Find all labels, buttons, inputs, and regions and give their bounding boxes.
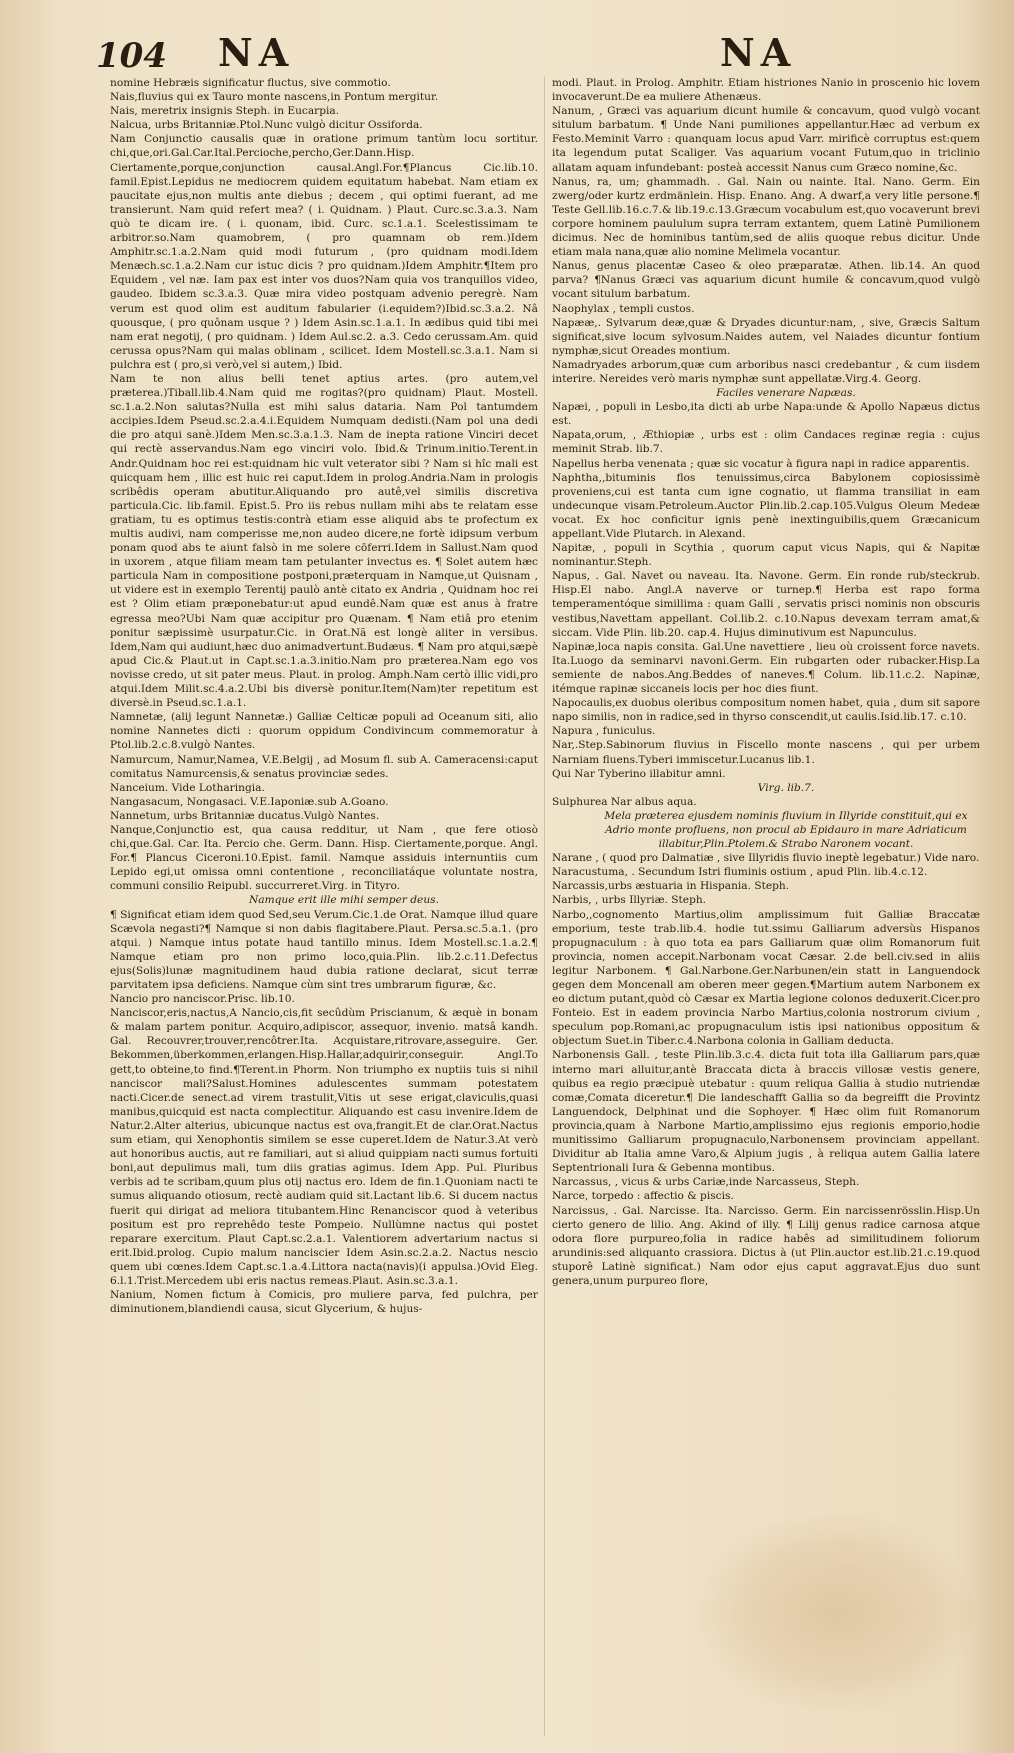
entry: Qui Nar Tyberino illabitur amni. (552, 767, 726, 780)
verse-quote: Virg. lib.7. (757, 781, 815, 794)
entry: Napellus herba venenata ; quæ sic vocatur à figura napi in radice apparentis. (552, 457, 970, 470)
left-column (110, 76, 538, 1736)
entry: Nancio pro nanciscor.Prisc. lib.10. (110, 993, 295, 1006)
entry: Nanque,Conjunctio est, qua causa redditur, ut Nam , que fere otiosò chi,que.Gal. Car. Ita. Percio che. Germ. Dann. Hisp. Ciertamente,porque. Angl. For.¶ Plancus Ciceroni.10.Epist. famil. Namque assiduis internuntiis cum Lepido egi,ut omissa omni contentione , reconciliatáque voluntate nostra, communi consilio Reipubl. succurreret.Virg. in Tityro. (110, 823, 538, 893)
entry: Napata,orum, , Æthiopiæ , urbs est : olim Candaces reginæ regia : cujus meminit Strab. lib.7. (552, 429, 980, 456)
entry: Nam te non alius belli tenet aptius artes. (pro autem,vel præterea.)Tiball.lib.4.Nam quid me rogitas?(pro quidnam) Plaut. Mostell. sc.1.a.2.Non salutas?Nulla est mihi salus dataria. Nam Pol tantumdem accipies.Idem Pseud.sc.2.a.4.i.Equidem Numquam dedisti.(Nam pol una dedi die pro atqui sanè.)Idem Men.sc.3.a.1.3. Nam de inepta ratione Vinciri decet qui rectè asservandus.Nam ego vinciri volo. Ibid.& Trinum.initio.Terent.in Andr.Quidnam hoc rei est:quidnam hic vult veterator sibi ? Nam si hîc mali est quicquam hem , illic est huic rei caput.Idem in prolog.Andria.Nam in prologis scribêdis operam abutitur.Aliquando pro autê,vel similis discretiva particula.Cic. lib.famil. Epist.5. Pro iis rebus nullam mihi abs te relatam esse gratiam, tu es optimus testis:contrà etiam esse aliquid abs te profectum ex multis audivi, nam comperisse me,non audeo dicere,ne fortè idipsum verbum ponam quod abs te aiunt falsò in me solere cōferri.Idem in Sallust.Nam quod in uxorem , atque filiam meam tam petulanter invectus es. ¶ Solet autem hæc particula Nam in compositione postponi,præterquam in Namque,ut Quisnam , ut videre est in exemplo Terentij paulò antè citato ex Andria , Quidnam hoc rei est ? Olim etiam præponebatur:ut apud eundê.Nam quæ est anus à fratre egressa meo?Ubi Nam quæ accipitur pro Quænam. ¶ Nam etiâ pro etenim ponitur sæpissimè usurpatur.Cic. in Orat.Nã est longè aliter in versibus. Idem,Nam qui audiunt,hæc duo animadvertunt.Budæus. ¶ Nam pro atqui,sæpè apud Cic.& Plaut.ut in Capt.sc.1.a.3.initio.Nam pro præterea.Nam ego vos novisse credo, ut sit pater meus. Plaut. in prolog. Amph.Nam certò illic vidi,pro atqui.Idem Milit.sc.4.a.2.Ubi bis diversè ponitur.Item(Nam)ter repetitum est diversè.in Pseud.sc.1.a.1. (110, 372, 538, 710)
entry: Napitæ, , populi in Scythia , quorum caput vicus Napis, qui & Napitæ nominantur.Steph. (552, 542, 980, 569)
entry: Namurcum, Namur,Namea, V.E.Belgij , ad Mosum fl. sub A. Cameracensi:caput comitatus Namurcensis,& senatus provinciæ sedes. (110, 753, 538, 780)
entry: Napææ,. Sylvarum deæ,quæ & Dryades dicuntur:nam, , sive, Græcis Saltum significat,sive locum sylvosum.Naides autem, vel Naiades dicuntur fontium nymphæ,sicut Oreades montium. (552, 316, 980, 357)
entry: Nam Conjunctio causalis quæ in oratione primum tantùm locu sortitur. chi,que,ori.Gal.Car.Ital.Percioche,percho,Ger.Dann.Hisp. Ciertamente,porque,conjunction causal.Angl.For.¶Plancus Cic.lib.10. famil.Epist.Lepidus ne mediocrem quidem equitatum habebat. Nam etiam ex paucitate ejus,non multis ante diebus ; decem , qui optimi fuerant, ad me transierunt. Nam quid refert mea? ( i. Quidnam. ) Plaut. Curc.sc.3.a.3. Nam quò te dicam ire. ( i. quonam, ibid. Curc. sc.1.a.1. Scelestissimam te arbitror.so.Nam quamobrem, ( pro quamnam ob rem.)Idem Amphitr.sc.1.a.2.Nam quid modi futurum , (pro quidnam modi.Idem Menæch.sc.1.a.2.Nam cur istuc dicis ? pro quidnam.)Idem Amphitr.¶Item pro Equidem , vel næ. Iam pax est inter vos duos?Nam quia vos tranquillos video, gaudeo. Ibidem sc.3.a.3. Quæ mira video postquam advenio peregrè. Nam verum est quod olim est auditum fabularier (i.equidem?)Ibid.sc.3.a.2. Nâ quousque, ( pro quônam usque ? ) Idem Asin.sc.1.a.1. In ædibus quid tibi mei nam erat negotij, ( pro quidnam. ) Idem Aul.sc.2. a.3. Cedo cerussam.Am. quid cerussa opus?Nam qui malas oblinam , scilicet. Idem Mostell.sc.3.a.1. Nam si pulchra est ( pro,si verò,vel si autem,) Ibid. (110, 133, 538, 371)
entry: Nar,.Step.Sabinorum fluvius in Fiscello monte nascens , qui per urbem Narniam fluens.Tyberi immiscetur.Lucanus lib.1. (552, 739, 980, 766)
entry: Sulphurea Nar albus aqua. (552, 795, 697, 808)
verse-quote: Namque erit ille mihi semper deus. (249, 894, 439, 907)
entry: Namadryades arborum,quæ cum arboribus nasci credebantur , & cum iisdem interire. Nereides verò maris nymphæ sunt appellatæ.Virg.4. Georg. (552, 358, 980, 385)
entry: Nalcua, urbs Britanniæ.Ptol.Nunc vulgò dicitur Ossiforda. (110, 119, 423, 132)
entry: modi. Plaut. in Prolog. Amphitr. Etiam histriones Nanio in proscenio hic lovem invocaverunt.De ea muliere Athenæus. (552, 77, 980, 104)
entry: Narbonensis Gall. , teste Plin.lib.3.c.4. dicta fuit tota illa Galliarum pars,quæ interno mari alluitur,antè Braccata dicta à braccis villosæ vestis genere, quibus ea regio præcipuè utebatur : quum reliqua Gallia à studio nutriendæ comæ,Comata diceretur.¶ Die landeschafft Gallia so da begreifft die Provintz Languendock, Delphinat und die Sophoyer. ¶ Hæc olim fuit Romanorum provincia,quam à Narbone Martio,amplissimo ejus regionis emporio,hodie munitissimo Galliarum propugnaculo,Narbonensem provinciam appellant. Dividitur ab Italia amne Varo,& Alpium jugis , à reliqua autem Gallia latere Septentrionali Iura & Gebenna montibus. (552, 1049, 980, 1175)
entry: Narcissus, . Gal. Narcisse. Ita. Narcisso. Germ. Ein narcissenrösslin.Hisp.Un cierto genero de lilio. Ang. Akind of illy. ¶ Lilij genus radice carnosa atque odora flore purpureo,folia in radice habês ad similitudinem foliorum arundinis:sed aliquanto crassiora. Dictus à (ut Plin.auctor est.lib.21.c.19.quod stuporê Latinè significat.) Nam odor ejus caput aggravat.Ejus duo sunt genera,unum purpureo flore, (552, 1204, 980, 1287)
entry: Narbis, , urbs Illyriæ. Steph. (552, 894, 707, 907)
verse-quote: Mela præterea ejusdem nominis fluvium in Illyride constituit,qui ex Adrio monte profluens, non procul ab Epidauro in mare Adriaticum illabitur,Plin.Ptolem.& Strabo Naronem vocant. (604, 809, 968, 851)
entry: Nannetum, urbs Britanniæ ducatus.Vulgò Nantes. (110, 809, 380, 822)
entry: Narcassis,urbs æstuaria in Hispania. Steph. (552, 880, 790, 893)
entry: Narane , ( quod pro Dalmatiæ , sive Illyridis fluvio ineptè legebatur.) Vide naro. (552, 852, 980, 865)
entry: Napinæ,loca napis consita. Gal.Une navettiere , lieu où croissent force navets. Ita.Luogo da seminarvi navoni.Germ. Ein rubgarten oder rubacker.Hisp.La semiente de nabos.Ang.Beddes of naneves.¶ Colum. lib.11.c.2. Napinæ, itémque rapinæ siccaneis locis per hoc dies fiunt. (552, 640, 980, 696)
entry: Nais,fluvius qui ex Tauro monte nascens,in Pontum mergitur. (110, 91, 439, 104)
entry: Namnetæ, (alij legunt Nannetæ.) Galliæ Celticæ populi ad Oceanum siti, alio nomine Nannetes dicti : quorum oppidum Condivincum commemoratur à Ptol.lib.2.c.8.vulgò Nantes. (110, 711, 538, 752)
entry: nomine Hebræis significatur fluctus, sive commotio. (110, 77, 391, 89)
entry: Naophylax , templi custos. (552, 302, 695, 315)
running-head-right: NA (720, 30, 797, 75)
entry: Narbo,,cognomento Martius,olim amplissimum fuit Galliæ Braccatæ emporium, teste trab.lib.4. hodie tut.ssimu Galliarum adversùs Hispanos propugnaculum : à quo tota ea pars Galliarum quæ olim Romanorum fuit provincia, nomen accepit.Narbonam vocat Cæsar. 2.de bell.civ.sed in aliis legitur Narbonem. ¶ Gal.Narbone.Ger.Narbunen/ein statt in Languendock gegen dem Moncenall am oberen meer gegen.¶Martium autem Narbonem ex eo dictum putant,quòd cò Cæsar ex Martia legione colonos deduxerit.Cicer.pro Fonteio. Est in eadem provincia Narbo Martius,colonia nostrorum civium , speculum pop.Romani,ac propugnaculum istis ipsi nationibus oppositum & objectum Suet.in Tiber.c.4.Narbona colonia in Galliam deducta. (552, 908, 980, 1048)
entry: Nais, meretrix insignis Steph. in Eucarpia. (110, 105, 340, 118)
entry: Napocaulis,ex duobus oleribus compositum nomen habet, quia , dum sit sapore napo similis, non in radice,sed in thyrso conscendit,ut caulis.Isid.lib.17. c.10. (552, 697, 980, 724)
page-header (0, 30, 1014, 78)
entry: Nanciscor,eris,nactus,A Nancio,cis,fit secûdùm Priscianum, & æquè in bonam & malam partem ponitur. Acquiro,adipiscor, assequor, invenio. matsâ kandh. Gal. Recouvrer,trouver,rencôtrer.Ita. Acquistare,ritrovare,asseguire. Ger. Bekommen,überkommen,erlangen.Hisp.Hallar,adquirir,conseguir. Angl.To gett,to obteine,to find.¶Terent.in Phorm. Non triumpho ex nuptiis tuis si nihil nanciscor mali?Salust.Homines adulescentes summam potestatem nacti.Cicer.de senect.ad virem trastulit,Vitis ut sese erigat,claviculis,quasi manibus,quicquid est nacta complectitur. Aliquando est casu invenire.Idem de Natur.2.Alter alterius, ubicunque nactus est ova,frangit.Et de clar.Orat.Nactus sum etiam, qui Xenophontis similem se esse cuperet.Idem de Natur.3.At verò aut honoribus auctis, aut re familiari, aut si aliud quippiam nacti sumus fortuiti boni,aut depulimus mali, tum diis gratias agimus. Idem App. Pul. Pluribus verbis ad te scribam,quum plus otij nactus ero. Idem de fin.1.Quoniam nacti te sumus aliquando otiosum, rectè audiam quid sit.Lactant lib.6. Si ducem nactus fuerit qui dirigat ad meliora titubantem.Hinc Renanciscor quod à veteribus positum est pro reprehêdo teste Pompeio. Nullùmne nactus qui postet reparare exercitum. Plaut Capt.sc.2.a.1. Valentiorem advertarium nactus si erit.Ibid.prolog. Cupio malum nanciscier Idem Asin.sc.2.a.2. Nactus nescio quem ubi cœnes.Idem Capt.sc.1.a.4.Littora nacta(navis)(i appulsa.)Ovid Eleg. 6.l.1.Trist.Mercedem ubi eris nactus remeas.Plaut. Asin.sc.3.a.1. (110, 1007, 538, 1287)
entry: ¶ Significat etiam idem quod Sed,seu Verum.Cic.1.de Orat. Namque illud quare Scævola negasti?¶ Namque si non dabis flagitabere.Plaut. Persa.sc.5.a.1. (pro atqui. ) Namque intus potate haud tantillo minus. Idem Mostell.sc.1.a.2.¶ Namque etiam pro non primo loco,quia.Plin. lib.2.c.11.Defectus ejus(Solis)lunæ magnitudinem haud dubia ratione declarat, sicut terræ parvitatem ipsa deficiens. Namque cùm sint tres umbrarum figuræ, &c. (110, 908, 538, 991)
running-head-left: NA (218, 30, 295, 75)
entry: Naracustuma, . Secundum Istri fluminis ostium , apud Plin. lib.4.c.12. (552, 866, 928, 879)
entry: Napura , funiculus. (552, 725, 656, 738)
entry: Napus, . Gal. Navet ou naveau. Ita. Navone. Germ. Ein ronde rub/steckrub. Hisp.El nabo. Angl.A naverve or turnep.¶ Herba est rapo forma temperamentóque simillima : quam Galli , servatis prisci nominis non obscuris vestibus,Navettam appellant. Col.lib.2. c.10.Napus devexam terram amat,& siccam. Vide Plin. lib.20. cap.4. Hujus diminutivum est Napunculus. (552, 570, 980, 639)
page-number: 104 (96, 36, 167, 76)
entry: Nanus, genus placentæ Caseo & oleo præparatæ. Athen. lib.14. An quod parva? ¶Nanus Græci vas aquarium dicunt humile & concavum,quod vulgò vocant situlum barbatum. (552, 260, 980, 301)
entry: Narcassus, , vicus & urbs Cariæ,inde Narcasseus, Steph. (552, 1176, 860, 1189)
verse-quote: Faciles venerare Napæas. (716, 387, 856, 400)
entry: Nanus, ra, um; ghammadh. . Gal. Nain ou nainte. Ital. Nano. Germ. Ein zwerg/oder kurtz erdmänlein. Hisp. Enano. Ang. A dwarf,a very litle persone.¶ Teste Gell.lib.16.c.7.& lib.19.c.13.Græcum vocabulum est,quo vocaverunt brevi corpore hominem paululum supra terram extantem, quem Latinè Pumilionem dicimus. Nec de hominibus tantùm,sed de aliis quoque rebus dicitur. Unde etiam mala nana,quæ alio nomine Melimela vocantur. (552, 175, 980, 259)
entry: Naphtha,,bituminis flos tenuissimus,circa Babylonem copiosissimè proveniens,cui est tanta cum igne cognatio, ut flamma transiliat in eam undecunque visam.Petroleum.Auctor Plin.lib.2.cap.105.Vulgus Oleum Medeæ vocat. Ex hoc conficitur ignis penè inextinguibilis,quem Græcanicum appellant.Vide Plutarch. in Alexand. (552, 471, 980, 540)
column-divider (544, 76, 545, 1736)
entry: Nanceium. Vide Lotharingia. (110, 781, 265, 794)
entry: Napæi, , populi in Lesbo,ita dicti ab urbe Napa:unde & Apollo Napæus dictus est. (552, 401, 980, 428)
entry: Nanium, Nomen fictum à Comicis, pro muliere parva, fed pulchra, per diminutionem,blandiendi causa, sicut Glycerium, & hujus- (110, 1289, 538, 1316)
entry: Nanum, , Græci vas aquarium dicunt humile & concavum, quod vulgò vocant situlum barbatum. ¶ Unde Nani pumiliones appellantur.Hæc ad verbum ex Festo.Meminit Varro : quanquam locus apud Varr. mirificè corruptus est:quem ita legendum putat Scaliger. Vas aquarium vocant Futum,quo in triclinio allatam aquam infundebant: posteà accessit Nanus cum Græco nomine,&c. (552, 105, 980, 174)
entry: Nangasacum, Nongasaci. V.E.Iaponiæ.sub A.Goano. (110, 795, 389, 808)
right-column (552, 76, 980, 1736)
entry: Narce, torpedo : affectio & piscis. (552, 1190, 734, 1203)
